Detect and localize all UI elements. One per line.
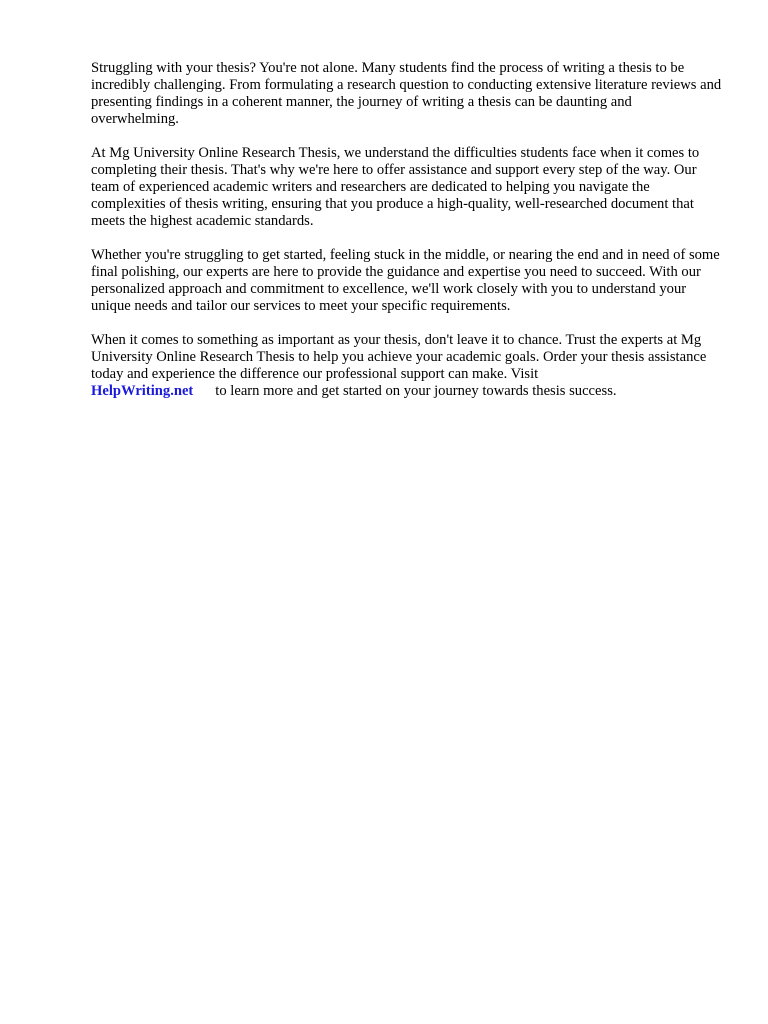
helpwriting-link[interactable]: HelpWriting.net bbox=[91, 383, 194, 399]
paragraph-intro: Struggling with your thesis? You're not alone. Many students find the process of writing a thesis to be incredibly challenging. From formulating a research question to conducting extensive literature reviews and presenting findings in a coherent manner, the journey of writing a thesis can be daunting and overwhelming. bbox=[91, 60, 722, 127]
paragraph-about: At Mg University Online Research Thesis, we understand the difficulties students face when it comes to completing their thesis. That's why we're here to offer assistance and support every step of the way. Our team of experienced academic writers and researchers are dedicated to helping you navigate the complexities of thesis writing, ensuring that you produce a high-quality, well-researched document that meets the highest academic standards. bbox=[91, 145, 700, 229]
paragraph-closing bbox=[91, 332, 723, 400]
closing-text-before: When it comes to something as important as your thesis, don't leave it to chance. Trust the experts at Mg University Online Research Thesis to help you achieve your academic goals. Order your thesis assistance today and experience the difference our professional support can make. Visit bbox=[91, 332, 707, 382]
document-body bbox=[91, 60, 723, 417]
closing-text-after: to learn more and get started on your journey towards thesis success. bbox=[215, 383, 617, 399]
paragraph-services: Whether you're struggling to get started, feeling stuck in the middle, or nearing the end and in need of some final polishing, our experts are here to provide the guidance and expertise you need to succeed. With our personalized approach and commitment to excellence, we'll work closely with you to understand your unique needs and tailor our services to meet your specific requirements. bbox=[91, 247, 720, 314]
